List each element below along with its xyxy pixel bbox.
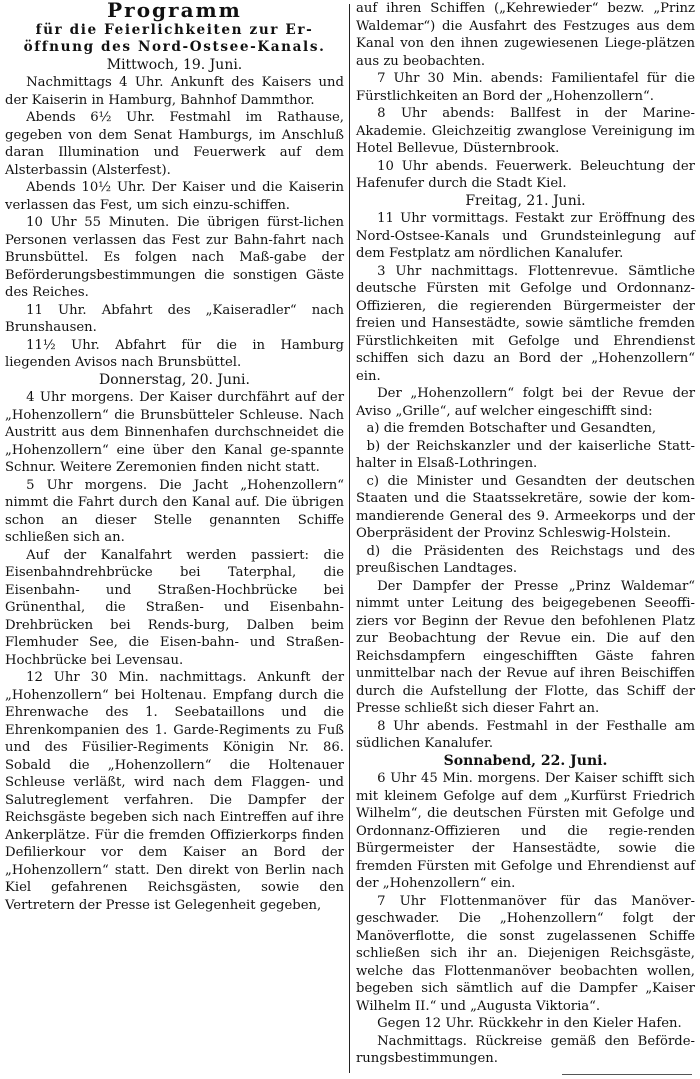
day-heading-thursday: Donnerstag, 20. Juni.	[99, 371, 250, 388]
list-item: a) die fremden Botschafter und Gesandten,	[366, 421, 657, 436]
paragraph: Nachmittags 4 Uhr. Ankunft des Kaisers und der Kaiserin in Hamburg, Bahnhof Dammthor.	[5, 75, 344, 108]
program-title: Programm	[107, 0, 242, 22]
list-item: c) die Minister und Gesandten der deutschen Staaten und die Staatssekretäre, sowie der kom-mandierende General des 9. Armeekorps und der Oberpräsident der Provinz Schleswig-Holstein.	[356, 473, 695, 541]
paragraph: Nachmittags. Rückreise gemäß den Beförde-rungsbestimmungen.	[356, 1033, 695, 1066]
day-heading-saturday: Sonnabend, 22. Juni.	[443, 752, 608, 769]
paragraph: Abends 6½ Uhr. Festmahl im Rathause, gegeben von dem Senat Hamburgs, im Anschluß daran Illumination und Feuerwerk auf dem Alsterbassin (Alsterfest).	[5, 110, 344, 178]
paragraph: 10 Uhr 55 Minuten. Die übrigen fürst-lichen Personen verlassen das Fest zur Bahn-fahrt nach Brunsbüttel. Es folgen nach Maß-gabe der Beförderungsbestimmungen die sonstigen Gäste des Reiches.	[5, 215, 344, 300]
paragraph: Der Dampfer der Presse „Prinz Waldemar“ nimmt unter Leitung des beigegebenen Seeoffi-ziers vor Beginn der Revue den befohlenen Platz zur Beobachtung der Revue ein. Die auf den Reichsdampfern eingeschifften Gäste fahren unmittelbar nach der Revue auf ihren Beischiffen durch die Aufstellung der Flotte, das Schiff der Presse schließt sich dieser Fahrt an.	[356, 578, 695, 716]
paragraph: 11 Uhr. Abfahrt des „Kaiseradler“ nach Brunshausen.	[5, 302, 344, 335]
paragraph: 8 Uhr abends. Festmahl in der Festhalle am südlichen Kanalufer.	[356, 718, 695, 751]
list-item: b) der Reichskanzler und der kaiserliche Statt-halter in Elsaß-Lothringen.	[356, 438, 695, 471]
list-item: d) die Präsidenten des Reichstags und des preußischen Landtages.	[356, 543, 695, 576]
paragraph: 12 Uhr 30 Min. nachmittags. Ankunft der „Hohenzollern“ bei Holtenau. Empfang durch die Ehrenwache des 1. Seebataillons und die Ehrenkompanien des 1. Garde-Regiments zu Fuß und des Füsilier-Regiments Königin Nr. 86. Sobald die „Hohenzollern“ die Holtenauer Schleuse verläßt, wird nach dem Flaggen- und Salutreglement verfahren. Die Dampfer der Reichsgäste begeben sich nach Eintreffen auf ihre Ankerplätze. Für die fremden Offizierkorps finden Defilierkour vor dem Kaiser an Bord der „Hohenzollern“ statt. Den direkt von Berlin nach Kiel gefahrenen Reichsgästen, sowie den Vertretern der Presse ist Gelegenheit gegeben,	[5, 670, 344, 913]
day-heading-friday: Freitag, 21. Juni.	[465, 192, 586, 209]
paragraph: 11 Uhr vormittags. Festakt zur Eröffnung des Nord-Ostsee-Kanals und Grundsteinlegung auf dem Festplatz am nördlichen Kanalufer.	[356, 211, 695, 261]
paragraph: 7 Uhr 30 Min. abends: Familientafel für die Fürstlichkeiten an Bord der „Hohenzollern“.	[356, 71, 695, 104]
day-heading-wednesday: Mittwoch, 19. Juni.	[106, 56, 243, 73]
program-subtitle-line-1: für die Feierlichkeiten zur Er-	[35, 21, 314, 38]
right-column	[356, 0, 695, 1079]
closing-rule	[562, 1074, 692, 1075]
paragraph: 10 Uhr abends. Feuerwerk. Beleuchtung der Hafenufer durch die Stadt Kiel.	[356, 158, 695, 191]
paragraph: 7 Uhr Flottenmanöver für das Manöver-geschwader. Die „Hohenzollern“ folgt der Manöverflotte, die sonst zugelassenen Schiffe schließen sich ihr an. Diejenigen Reichsgäste, welche das Flottenmanöver beobachten wollen, begeben sich sämtlich auf die Dampfer „Kaiser Wilhelm II.“ und „Augusta Viktoria“.	[356, 893, 695, 1014]
paragraph: Der „Hohenzollern“ folgt bei der Revue der Aviso „Grille“, auf welcher eingeschifft sind:	[356, 386, 695, 419]
paragraph: 5 Uhr morgens. Die Jacht „Hohenzollern“ nimmt die Fahrt durch den Kanal auf. Die übrigen schon an dieser Stelle genannten Schiffe schließen sich an.	[5, 477, 344, 545]
paragraph: 11½ Uhr. Abfahrt für die in Hamburg liegenden Avisos nach Brunsbüttel.	[5, 337, 344, 370]
paragraph: Auf der Kanalfahrt werden passiert: die Eisenbahndrehbrücke bei Taterphal, die Eisenbahn- und Straßen-Hochbrücke bei Grünenthal, die Straßen- und Eisenbahn-Drehbrücken bei Rends-burg, Dalben beim Flemhuder See, die Eisen-bahn- und Straßen-Hochbrücke bei Levensau.	[5, 547, 344, 668]
paragraph: auf ihren Schiffen („Kehrewieder“ bezw. „Prinz Waldemar“) die Ausfahrt des Festzuges aus dem Kanal von den ihnen zugewiesenen Liege-plätzen aus zu beobachten.	[356, 1, 695, 69]
paragraph: 3 Uhr nachmittags. Flottenrevue. Sämtliche deutsche Fürsten mit Gefolge und Ordonnanz-Offizieren, die regierenden Bürgermeister der freien und Hansestädte, sowie sämtliche fremden Fürstlichkeiten mit Gefolge und Ehrendienst schiffen sich dazu an Bord der „Hohenzollern“ ein.	[356, 263, 695, 384]
left-column	[5, 0, 344, 1079]
paragraph: 6 Uhr 45 Min. morgens. Der Kaiser schifft sich mit kleinem Gefolge auf dem „Kurfürst Friedrich Wilhelm“, die deutschen Fürsten mit Gefolge und Ordonnanz-Offizieren und die regie-renden Bürgermeister der Hansestädte, sowie die fremden Fürsten mit Gefolge und Ehrendienst auf der „Hohenzollern“ ein.	[356, 771, 695, 891]
paragraph: 4 Uhr morgens. Der Kaiser durchfährt auf der „Hohenzollern“ die Brunsbütteler Schleuse. Nach Austritt aus dem Binnenhafen durchschneidet die „Hohenzollern“ eine über den Kanal ge-spannte Schnur. Weitere Zeremonien finden nicht statt.	[5, 390, 344, 475]
paragraph: Gegen 12 Uhr. Rückkehr in den Kieler Hafen.	[377, 1016, 682, 1031]
column-divider	[349, 4, 350, 1073]
paragraph: Abends 10½ Uhr. Der Kaiser und die Kaiserin verlassen das Fest, um sich einzu-schiffen.	[5, 180, 344, 213]
paragraph: 8 Uhr abends: Ballfest in der Marine-Akademie. Gleichzeitig zwanglose Vereinigung im Hotel Bellevue, Düsternbrook.	[356, 106, 695, 156]
program-subtitle-line-2: öffnung des Nord-Ostsee-Kanals.	[23, 39, 326, 55]
